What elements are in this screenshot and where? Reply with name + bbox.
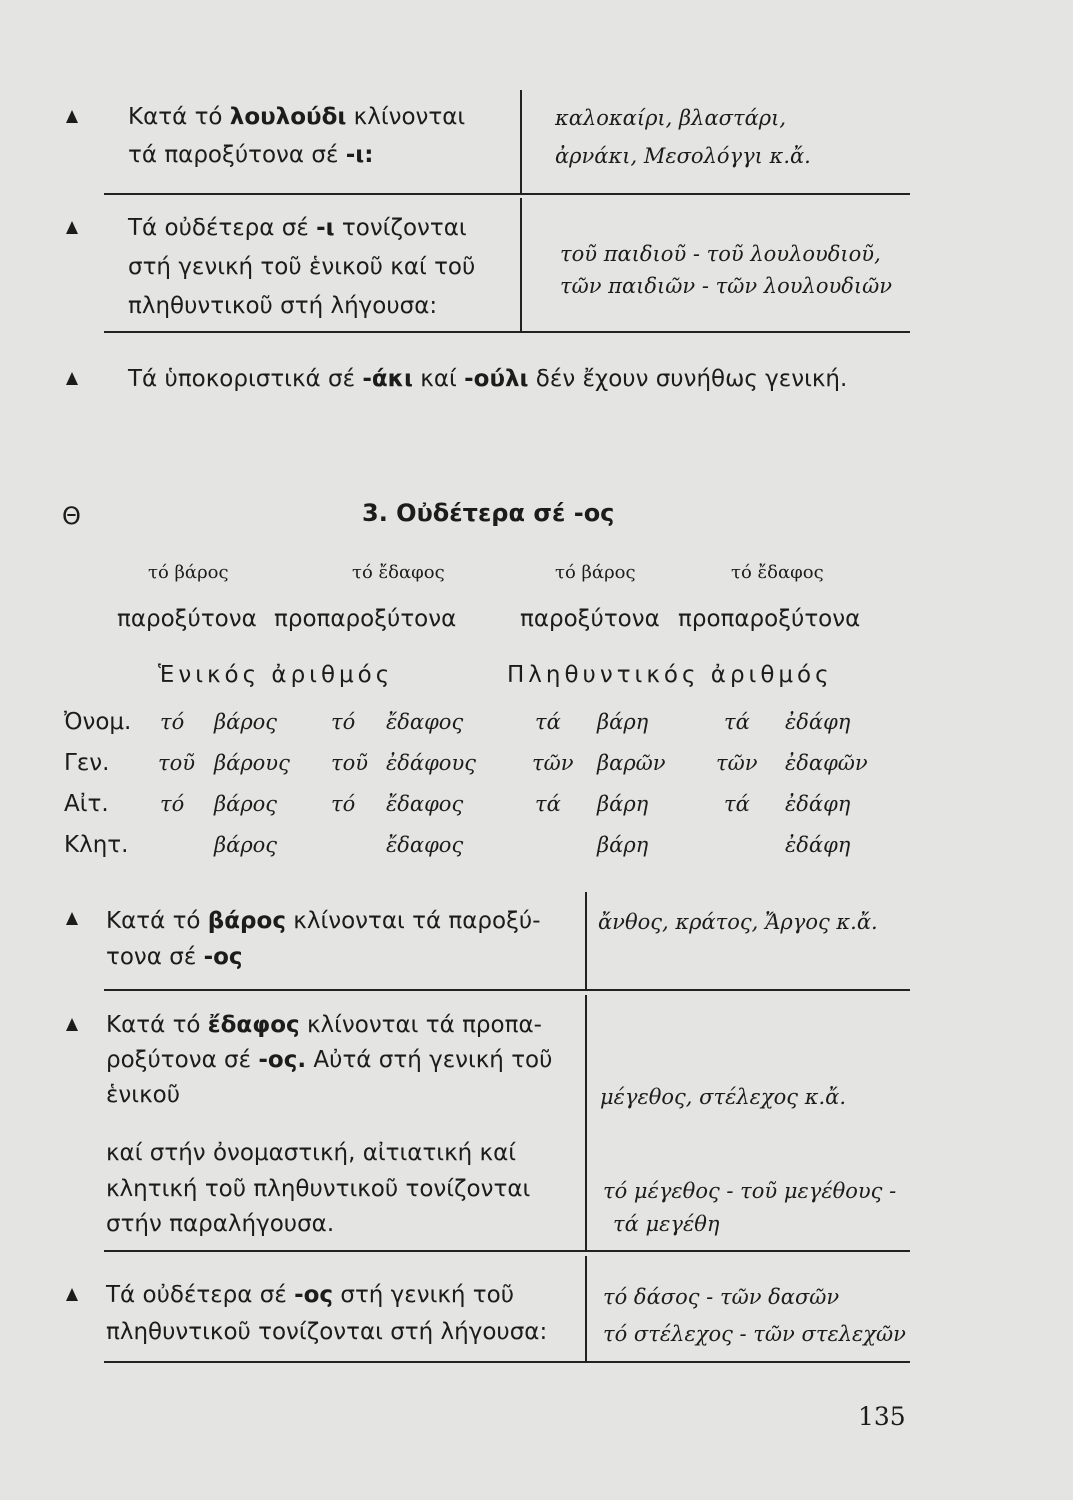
- rule6-examples-line2: τό στέλεχος - τῶν στελεχῶν: [603, 1322, 906, 1346]
- article: τά: [724, 710, 750, 734]
- rule5-examples-line1: μέγεθος, στέλεχος κ.ἄ.: [600, 1085, 847, 1109]
- rule5-left-line3: ἑνικοῦ: [106, 1082, 180, 1108]
- form: ἐδάφη: [785, 710, 851, 734]
- form: ἔδαφος: [386, 833, 464, 857]
- plural-label: Πληθυντικός ἀριθμός: [507, 662, 833, 688]
- accent-label: παροξύτονα: [520, 606, 660, 632]
- form: βάρη: [597, 792, 649, 816]
- rule5-examples-line3: τά μεγέθη: [613, 1212, 720, 1236]
- rule2-left-line3: πληθυντικοῦ στή λήγουσα:: [128, 293, 438, 319]
- rule1-examples-line2: ἀρνάκι, Μεσολόγγι κ.ἄ.: [555, 144, 811, 168]
- article: τό: [160, 710, 185, 734]
- case-label: Αἰτ.: [64, 791, 109, 817]
- rule3-text: Τά ὑποκοριστικά σέ -άκι καί -ούλι δέν ἔχουν συνήθως γενική.: [128, 366, 848, 392]
- headword: τό βάρος: [555, 562, 636, 583]
- triangle-bullet-icon: [66, 110, 78, 123]
- rule6-left-line2: πληθυντικοῦ τονίζονται στή λήγουσα:: [106, 1319, 548, 1345]
- column-divider: [585, 1256, 587, 1362]
- form: ἐδαφῶν: [785, 751, 868, 775]
- rule-separator: [104, 989, 910, 991]
- accent-label: παροξύτονα: [117, 606, 257, 632]
- rule1-examples-line1: καλοκαίρι, βλαστάρι,: [555, 106, 787, 130]
- article: τῶν: [532, 751, 574, 775]
- article: τό: [160, 792, 185, 816]
- rule5-left-line2: ροξύτονα σέ -ος. Αὐτά στή γενική τοῦ: [106, 1047, 553, 1073]
- rule5-left-line1: Κατά τό ἔδαφος κλίνονται τά προπα-: [106, 1012, 542, 1038]
- triangle-bullet-icon: [66, 221, 78, 234]
- form: βάρος: [214, 833, 278, 857]
- form: βάρους: [214, 751, 290, 775]
- case-label: Ὀνομ.: [64, 709, 132, 735]
- rule6-examples-line1: τό δάσος - τῶν δασῶν: [603, 1285, 840, 1309]
- rule5-left-line4: καί στήν ὀνομαστική, αἰτιατική καί: [106, 1140, 517, 1166]
- form: βαρῶν: [597, 751, 666, 775]
- rule4-examples: ἄνθος, κράτος, Ἄργος κ.ἄ.: [598, 910, 878, 934]
- form: ἐδάφη: [785, 792, 851, 816]
- headword: τό ἔδαφος: [352, 562, 445, 583]
- rule6-left-line1: Τά οὐδέτερα σέ -ος στή γενική τοῦ: [106, 1282, 515, 1308]
- triangle-bullet-icon: [66, 1288, 78, 1301]
- singular-label: Ἑνικός ἀριθμός: [158, 662, 394, 688]
- section-title: 3. Οὐδέτερα σέ -ος: [362, 499, 615, 527]
- form: ἐδάφη: [785, 833, 851, 857]
- rule2-left-line1: Τά οὐδέτερα σέ -ι τονίζονται: [128, 215, 467, 241]
- rule2-examples-line2: τῶν παιδιῶν - τῶν λουλουδιῶν: [560, 274, 893, 298]
- form: ἔδαφος: [386, 792, 464, 816]
- form: ἔδαφος: [386, 710, 464, 734]
- article: τά: [535, 792, 561, 816]
- article: τοῦ: [331, 751, 369, 775]
- rule-separator: [104, 193, 910, 195]
- rule4-left-line2: τονα σέ -ος: [106, 944, 243, 970]
- rule-separator: [104, 1250, 910, 1252]
- headword: τό ἔδαφος: [731, 562, 824, 583]
- column-divider: [585, 892, 587, 990]
- rule1-left-line1: Κατά τό λουλούδι κλίνονται: [128, 104, 466, 130]
- rule-separator: [104, 1361, 910, 1363]
- article: τά: [724, 792, 750, 816]
- form: βάρος: [214, 792, 278, 816]
- triangle-bullet-icon: [66, 372, 78, 385]
- rule-separator: [104, 331, 910, 333]
- article: τά: [535, 710, 561, 734]
- column-divider: [520, 198, 522, 332]
- case-label: Γεν.: [64, 750, 110, 776]
- article: τό: [331, 792, 356, 816]
- article: τό: [331, 710, 356, 734]
- accent-label: προπαροξύτονα: [678, 606, 861, 632]
- article: τοῦ: [158, 751, 196, 775]
- rule4-left-line1: Κατά τό βάρος κλίνονται τά παροξύ-: [106, 908, 541, 934]
- rule5-left-line6: στήν παραλήγουσα.: [106, 1211, 335, 1237]
- rule1-left-line2: τά παροξύτονα σέ -ι:: [128, 142, 374, 168]
- triangle-bullet-icon: [66, 912, 78, 925]
- form: βάρος: [214, 710, 278, 734]
- triangle-bullet-icon: [66, 1018, 78, 1031]
- form: ἐδάφους: [386, 751, 476, 775]
- accent-label: προπαροξύτονα: [274, 606, 457, 632]
- headword: τό βάρος: [148, 562, 229, 583]
- article: τῶν: [716, 751, 758, 775]
- column-divider: [585, 995, 587, 1251]
- column-divider: [520, 90, 522, 194]
- case-label: Κλητ.: [64, 832, 129, 858]
- rule2-examples-line1: τοῦ παιδιοῦ - τοῦ λουλουδιοῦ,: [560, 242, 881, 266]
- section-marker: Θ: [62, 502, 81, 530]
- rule5-left-line5: κλητική τοῦ πληθυντικοῦ τονίζονται: [106, 1176, 531, 1202]
- page-number: 135: [858, 1402, 906, 1431]
- rule2-left-line2: στή γενική τοῦ ἑνικοῦ καί τοῦ: [128, 254, 476, 280]
- form: βάρη: [597, 833, 649, 857]
- form: βάρη: [597, 710, 649, 734]
- rule5-examples-line2: τό μέγεθος - τοῦ μεγέθους -: [603, 1179, 897, 1203]
